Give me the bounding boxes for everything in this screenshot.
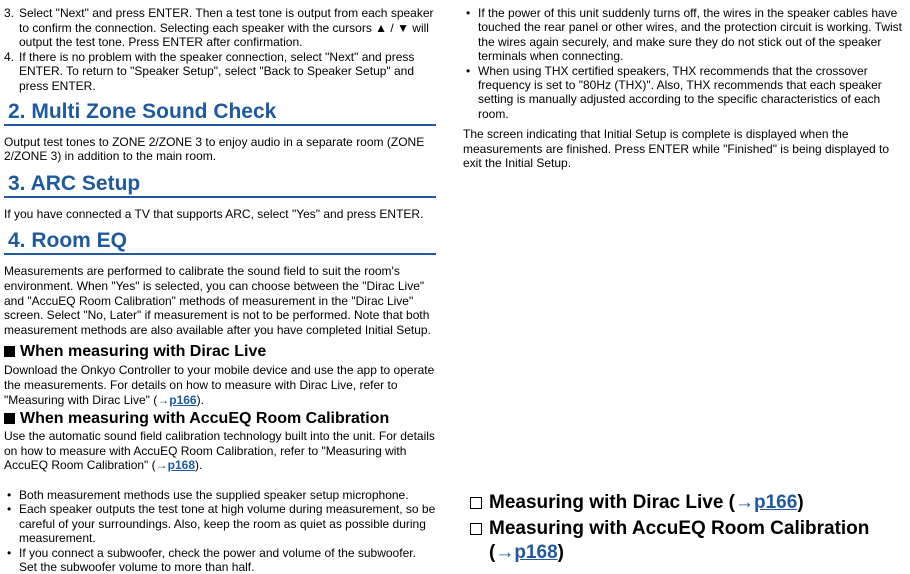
bullet-dot: • [466, 63, 471, 78]
note-text: Both measurement methods use the supplied speaker setup microphone. [19, 487, 409, 502]
section-heading-arc: 3. ARC Setup [4, 172, 436, 198]
related-link-close: ) [797, 492, 804, 513]
step-text: If there is no problem with the speaker connection, select "Next" and press ENTER. To return to "Speaker Setup", select "Back to Speaker Setup" and press ENTER. [19, 49, 415, 93]
note-text: If you connect a subwoofer, check the power and volume of the subwoofer. Set the subwoofer volume to more than half. [19, 545, 416, 574]
room-eq-notes [4, 488, 436, 574]
right-column [463, 0, 903, 171]
checkbox-square-icon [470, 523, 482, 535]
related-link-dirac [470, 491, 900, 515]
note-text: Each speaker outputs the test tone at high volume during measurement, so be careful of your surroundings. Also, keep the room as quiet as possible during measurement. [19, 502, 436, 546]
square-bullet-icon [4, 413, 15, 424]
bullet-dot: • [7, 487, 12, 502]
related-links [470, 491, 900, 565]
step-number: 3. [4, 6, 15, 20]
arrow-right-icon: → [735, 492, 754, 513]
step-list [4, 6, 436, 94]
bullet-dot: • [466, 6, 471, 20]
related-link-label: Measuring with Dirac Live ( [489, 492, 735, 513]
speaker-notes [463, 6, 903, 121]
link-p166-large[interactable]: p166 [754, 492, 798, 513]
note-item [463, 64, 903, 122]
accueq-heading [4, 409, 436, 428]
note-item [4, 546, 436, 574]
dirac-heading-text: When measuring with Dirac Live [20, 343, 267, 361]
related-link-label: Measuring with AccuEQ Room Calibration [489, 518, 870, 539]
step-item [4, 50, 436, 94]
link-p168[interactable]: p168 [167, 458, 196, 473]
room-eq-body: Measurements are performed to calibrate the sound field to suit the room's environment. When "Yes" is selected, you can choose between the "Dirac Live" and "AccuEQ Room Calibration" methods of measurement in the "Dirac Live" screen. Select "No, Later" if measurement is not to be performed. Note that both measurement methods are also available after you have completed Initial Setup. [4, 264, 431, 337]
step-number: 4. [4, 49, 15, 64]
accueq-close: ). [195, 458, 203, 473]
setup-complete-text: The screen indicating that Initial Setup is complete is displayed when the measurements are finished. Press ENTER while "Finished" is being displayed to exit the Initial Setup. [463, 127, 890, 171]
note-item [4, 502, 436, 545]
arc-body: If you have connected a TV that supports ARC, select "Yes" and press ENTER. [4, 206, 424, 221]
checkbox-square-icon [470, 497, 482, 509]
bullet-dot: • [7, 545, 12, 560]
note-item [463, 6, 903, 64]
section-heading-multi-zone: 2. Multi Zone Sound Check [4, 100, 436, 126]
arrow-right-icon: → [155, 458, 168, 473]
dirac-heading [4, 342, 436, 361]
accueq-body [4, 429, 436, 473]
note-text: When using THX certified speakers, THX recommends that the crossover frequency is set to "80Hz (THX)". Also, THX recommends that each speaker setting is manually adjusted according to the specific characteristics of each room. [478, 63, 882, 121]
related-link-accueq [470, 517, 900, 565]
accueq-heading-text: When measuring with AccuEQ Room Calibration [20, 410, 390, 428]
link-p166[interactable]: p166 [169, 392, 197, 407]
accueq-body-text: Use the automatic sound field calibration technology built into the unit. For details on how to measure with AccuEQ Room Calibration, refer to "Measuring with AccuEQ Room Calibration" ( [4, 429, 435, 473]
related-link-close: ) [557, 542, 564, 563]
note-text: If the power of this unit suddenly turns off, the wires in the speaker cables have touched the rear panel or other wires, and the protection circuit is working. Twist the wires again securely, and make sure they do not stick out of the speaker terminals when connecting. [478, 6, 902, 64]
dirac-body [4, 363, 436, 407]
note-item [4, 488, 436, 502]
dirac-body-text: Download the Onkyo Controller to your mobile device and use the app to operate the measurements. For details on how to measure with Dirac Live, refer to "Measuring with Dirac Live" ( [4, 363, 435, 407]
step-item [4, 6, 436, 50]
multi-zone-body: Output test tones to ZONE 2/ZONE 3 to enjoy audio in a separate room (ZONE 2/ZONE 3) in addition to the main room. [4, 134, 425, 164]
section-heading-room-eq: 4. Room EQ [4, 229, 436, 255]
left-column [4, 0, 436, 574]
link-p168-large[interactable]: p168 [514, 542, 558, 563]
arrow-right-icon: → [157, 392, 170, 407]
related-link-open: ( [489, 542, 496, 563]
bullet-dot: • [7, 502, 12, 517]
square-bullet-icon [4, 346, 15, 357]
step-text: Select "Next" and press ENTER. Then a test tone is output from each speaker to confirm the connection. Selecting each speaker with the cursors ▲ / ▼ will output the test tone. Press ENTER after confirmation. [19, 6, 434, 50]
dirac-close: ). [196, 392, 204, 407]
arrow-right-icon: → [495, 542, 515, 563]
